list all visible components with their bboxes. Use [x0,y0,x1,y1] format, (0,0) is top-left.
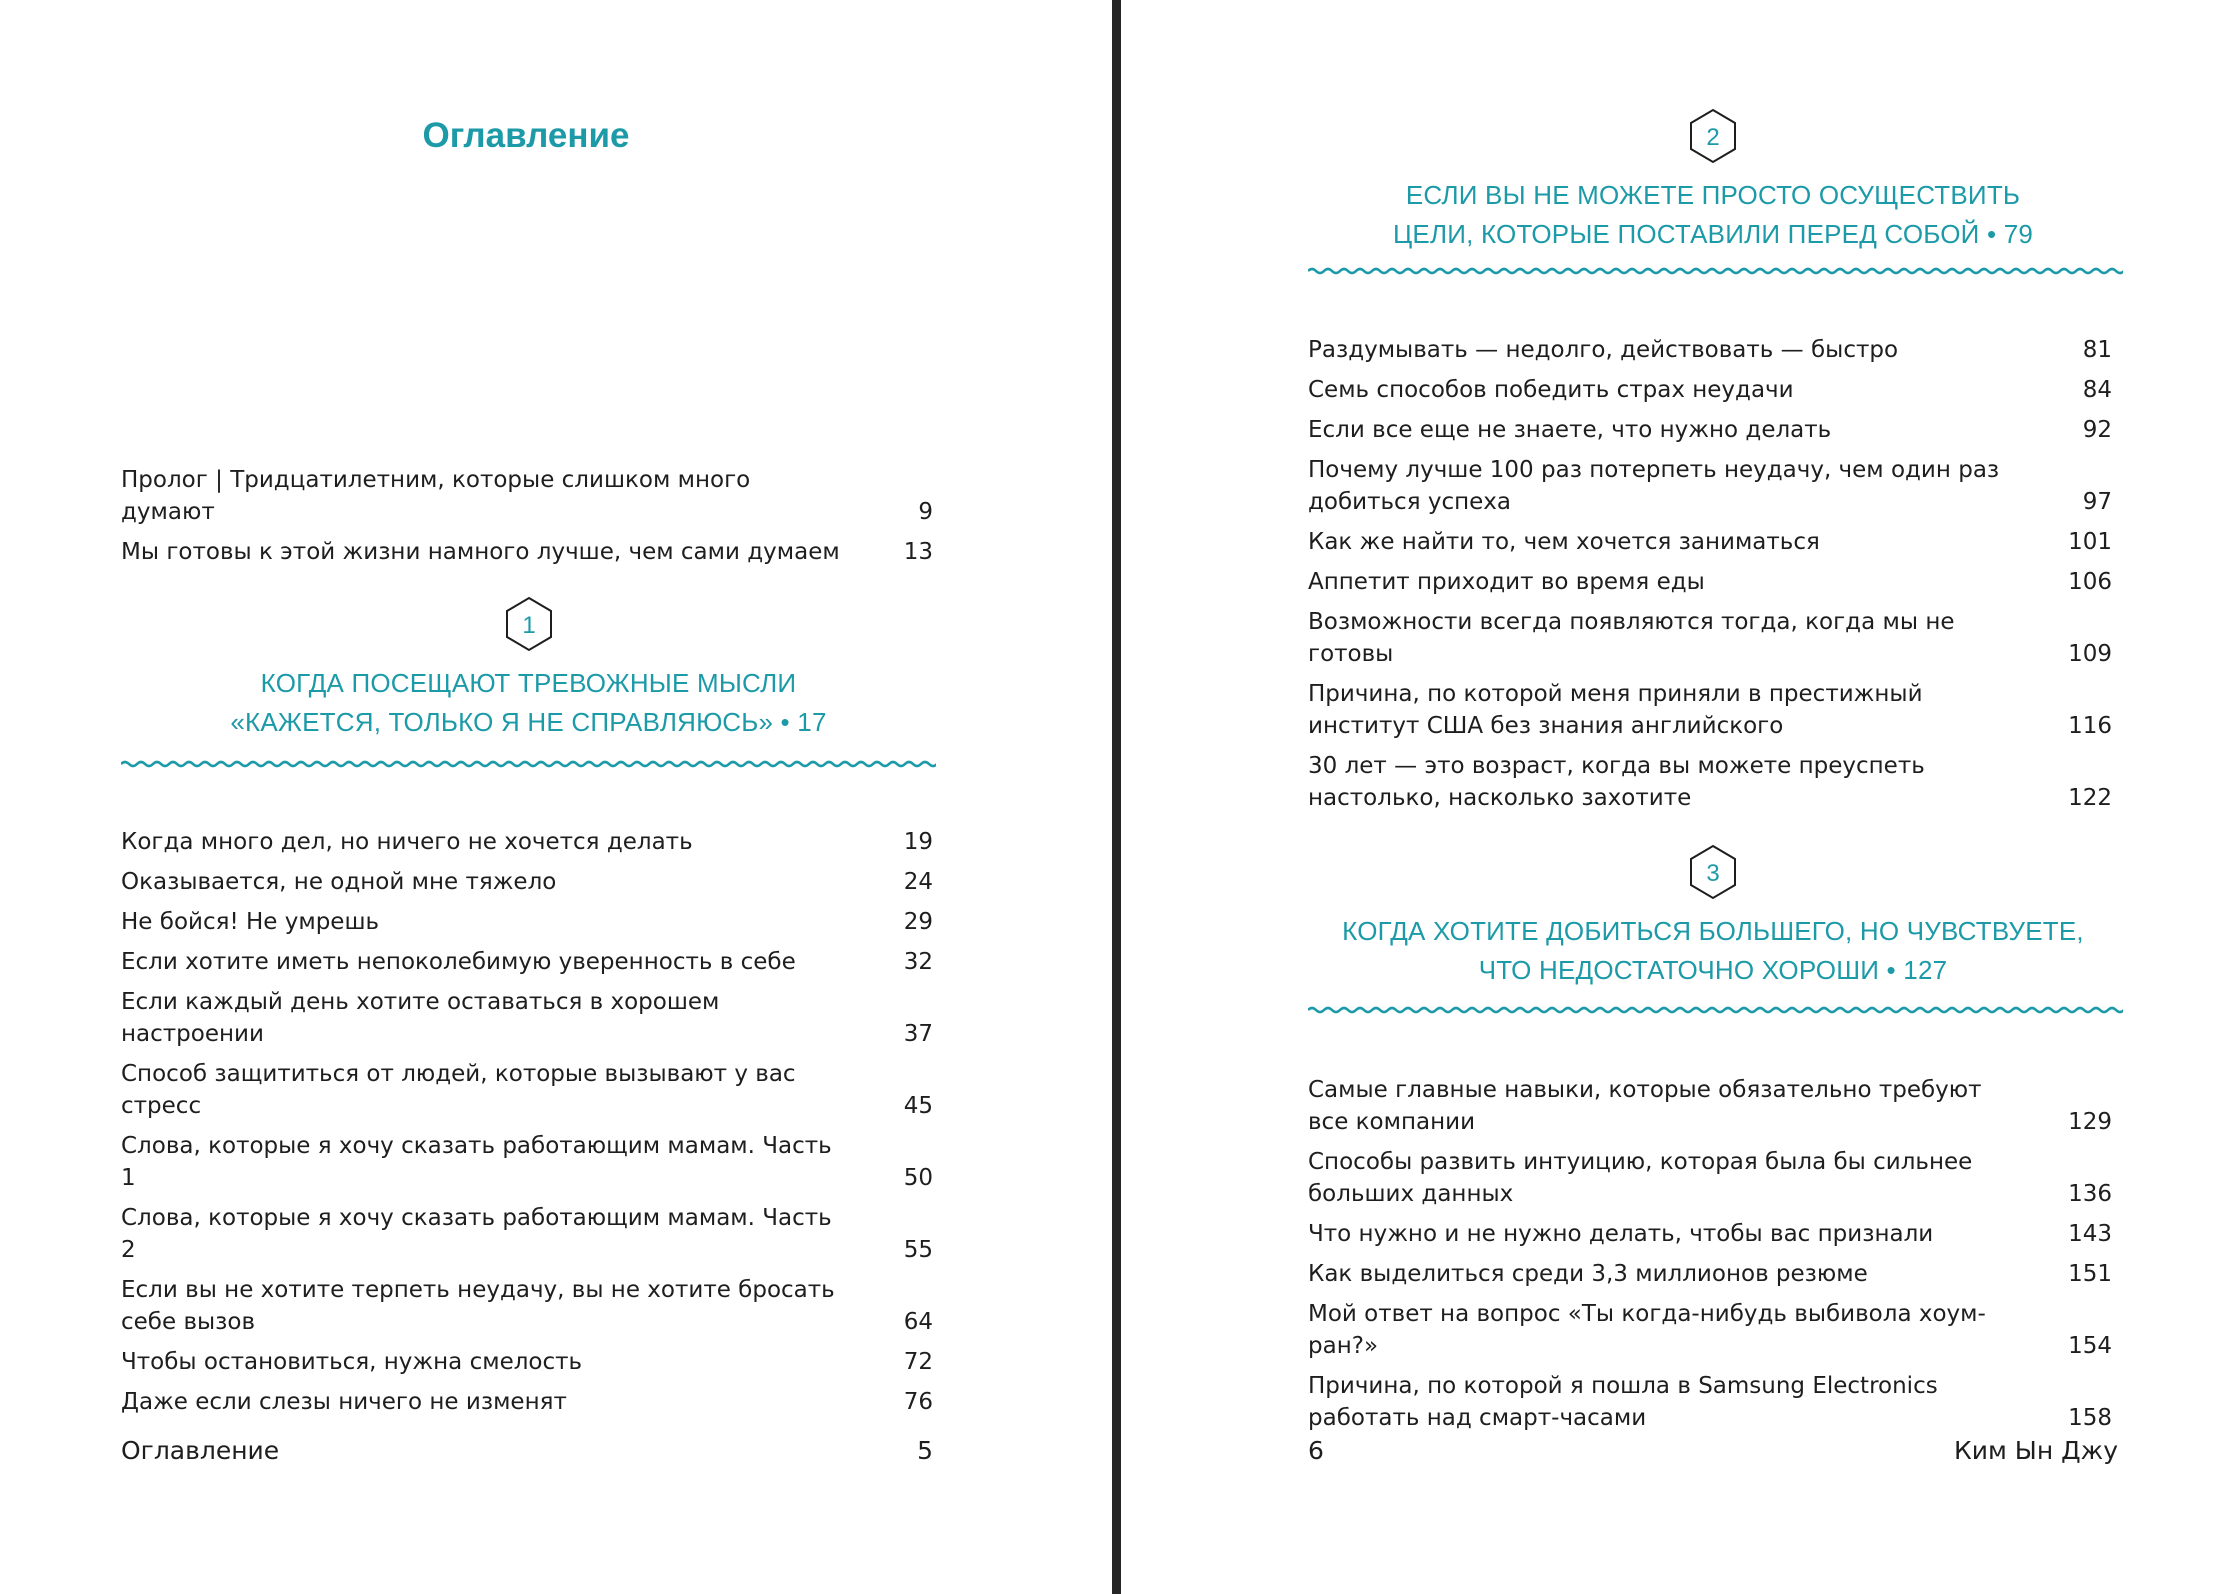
toc-entry[interactable] [121,986,933,1050]
toc-entry[interactable] [121,946,933,978]
toc-entry[interactable] [121,1202,933,1266]
section-title-line-1: КОГДА ПОСЕЩАЮТ ТРЕВОЖНЫЕ МЫСЛИ [260,668,797,698]
section-title [121,664,936,742]
toc-entry-title: Если вы не хотите терпеть неудачу, вы не хотите бросать себе вызов [121,1277,835,1335]
toc-entry-title: Слова, которые я хочу сказать работающим мамам. Часть 2 [121,1205,832,1263]
toc-entry-page: 81 [2082,337,2112,363]
toc-entry-page: 109 [2068,641,2112,667]
toc-entry-page: 92 [2082,417,2112,443]
section-3-toc-list [1308,1074,2112,1442]
toc-entry[interactable] [1308,1218,2112,1250]
toc-entry-title: Почему лучше 100 раз потерпеть неудачу, чем один раз добиться успеха [1308,457,2000,515]
toc-entry-title: Слова, которые я хочу сказать работающим мамам. Часть 1 [121,1133,832,1191]
toc-entry[interactable] [1308,1146,2112,1210]
toc-entry-page: 84 [2082,377,2112,403]
section-title [1308,912,2118,990]
hexagon-number-icon [1688,844,1738,900]
toc-entry-title: Когда много дел, но ничего не хочется делать [121,829,693,855]
toc-entry-title: Мой ответ на вопрос «Ты когда-нибудь выбивола хоум-ран?» [1308,1301,1986,1359]
section-number: 2 [1706,124,1720,151]
toc-entry[interactable] [1308,334,2112,366]
section-1-heading [121,596,936,742]
toc-entry-title: Если каждый день хотите оставаться в хорошем настроении [121,989,720,1047]
hexagon-number-icon [1688,108,1738,164]
toc-entry-title: Оказывается, не одной мне тяжело [121,869,557,895]
page-number: 5 [917,1436,933,1465]
book-spine [1112,0,1121,1594]
toc-entry-page: 32 [903,949,933,975]
footer-author: Ким Ын Джу [1953,1436,2118,1465]
section-number: 3 [1706,860,1720,887]
toc-entry[interactable] [1308,750,2112,814]
toc-entry-title: Мы готовы к этой жизни намного лучше, чем сами думаем [121,539,840,565]
hexagon-number-icon [504,596,554,652]
toc-entry[interactable] [1308,526,2112,558]
toc-entry[interactable] [1308,566,2112,598]
toc-entry[interactable] [121,536,933,568]
toc-entry-title: Что нужно и не нужно делать, чтобы вас признали [1308,1221,1934,1247]
toc-entry-page: 29 [903,909,933,935]
footer-label: Оглавление [121,1436,280,1465]
toc-entry-page: 45 [903,1093,933,1119]
section-2-toc-list [1308,334,2112,822]
section-title [1308,176,2118,254]
toc-entry-title: Способ защититься от людей, которые вызывают у вас стресс [121,1061,796,1119]
toc-entry[interactable] [121,866,933,898]
toc-entry-title: Раздумывать — недолго, действовать — быстро [1308,337,1899,363]
toc-entry-title: Как выделиться среди 3,3 миллионов резюме [1308,1261,1868,1287]
toc-entry-title: Способы развить интуицию, которая была бы сильнее больших данных [1308,1149,1973,1207]
toc-entry[interactable] [1308,454,2112,518]
toc-entry[interactable] [1308,414,2112,446]
toc-entry-page: 116 [2068,713,2112,739]
toc-entry-title: Если хотите иметь непоколебимую уверенность в себе [121,949,796,975]
toc-entry-page: 24 [903,869,933,895]
toc-entry-page: 143 [2068,1221,2112,1247]
toc-entry[interactable] [1308,1074,2112,1138]
toc-entry-page: 37 [903,1021,933,1047]
toc-entry-page: 9 [918,499,933,525]
toc-entry-title: Самые главные навыки, которые обязательно требуют все компании [1308,1077,1982,1135]
toc-entry-page: 19 [903,829,933,855]
toc-entry[interactable] [1308,606,2112,670]
toc-entry-page: 13 [903,539,933,565]
toc-entry[interactable] [1308,1258,2112,1290]
toc-entry-page: 151 [2068,1261,2112,1287]
toc-entry[interactable] [121,1386,933,1418]
section-3-heading [1308,844,2118,990]
toc-entry-page: 154 [2068,1333,2112,1359]
toc-entry-title: Семь способов победить страх неудачи [1308,377,1794,403]
wavy-divider [121,756,936,772]
toc-entry-title: Если все еще не знаете, что нужно делать [1308,417,1832,443]
toc-entry-page: 158 [2068,1405,2112,1431]
toc-entry-title: Не бойся! Не умрешь [121,909,380,935]
toc-entry-page: 122 [2068,785,2112,811]
toc-entry[interactable] [121,1274,933,1338]
toc-entry-page: 50 [903,1165,933,1191]
toc-entry[interactable] [1308,1370,2112,1434]
toc-entry[interactable] [121,1058,933,1122]
toc-entry[interactable] [121,826,933,858]
toc-entry-page: 129 [2068,1109,2112,1135]
toc-entry-page: 136 [2068,1181,2112,1207]
toc-entry-page: 76 [903,1389,933,1415]
toc-entry-title: Причина, по которой меня приняли в престижный институт США без знания английского [1308,681,1923,739]
toc-entry[interactable] [121,1130,933,1194]
section-title-line-2: ЦЕЛИ, КОТОРЫЕ ПОСТАВИЛИ ПЕРЕД СОБОЙ • 79 [1392,219,2034,249]
toc-entry-title: Причина, по которой я пошла в Samsung Electronics работать над смарт-часами [1308,1373,1938,1431]
section-title-line-2: «КАЖЕТСЯ, ТОЛЬКО Я НЕ СПРАВЛЯЮСЬ» • 17 [230,707,827,737]
toc-entry[interactable] [1308,678,2112,742]
wavy-divider [1308,1002,2123,1018]
section-1-toc-list [121,826,933,1426]
toc-entry-page: 106 [2068,569,2112,595]
toc-entry[interactable] [121,906,933,938]
toc-entry[interactable] [1308,1298,2112,1362]
toc-entry-page: 101 [2068,529,2112,555]
toc-entry[interactable] [121,464,933,528]
toc-entry-page: 97 [2082,489,2112,515]
section-number: 1 [521,612,536,639]
toc-entry-page: 64 [903,1309,933,1335]
toc-entry-title: 30 лет — это возраст, когда вы можете преуспеть настолько, насколько захотите [1308,753,1925,811]
toc-entry-page: 72 [903,1349,933,1375]
wavy-divider [1308,263,2123,279]
toc-entry-title: Как же найти то, чем хочется заниматься [1308,529,1820,555]
toc-entry-title: Аппетит приходит во время еды [1308,569,1705,595]
toc-entry[interactable] [121,1346,933,1378]
toc-entry-title: Чтобы остановиться, нужна смелость [121,1349,583,1375]
toc-entry-page: 55 [903,1237,933,1263]
page-number: 6 [1308,1436,1324,1465]
section-title-line-1: КОГДА ХОТИТЕ ДОБИТЬСЯ БОЛЬШЕГО, НО ЧУВСТВУЕТЕ, [1342,916,2084,946]
section-title-line-2: ЧТО НЕДОСТАТОЧНО ХОРОШИ • 127 [1478,955,1948,985]
toc-entry[interactable] [1308,374,2112,406]
section-2-heading [1308,108,2118,254]
toc-entry-title: Даже если слезы ничего не изменят [121,1389,567,1415]
toc-entry-title: Пролог | Тридцатилетним, которые слишком много думают [121,467,751,525]
toc-entry-title: Возможности всегда появляются тогда, когда мы не готовы [1308,609,1955,667]
section-title-line-1: ЕСЛИ ВЫ НЕ МОЖЕТЕ ПРОСТО ОСУЩЕСТВИТЬ [1405,180,2021,210]
right-page [1124,0,2226,1594]
intro-toc-list [121,464,933,576]
page-title: Оглавление [422,116,630,155]
